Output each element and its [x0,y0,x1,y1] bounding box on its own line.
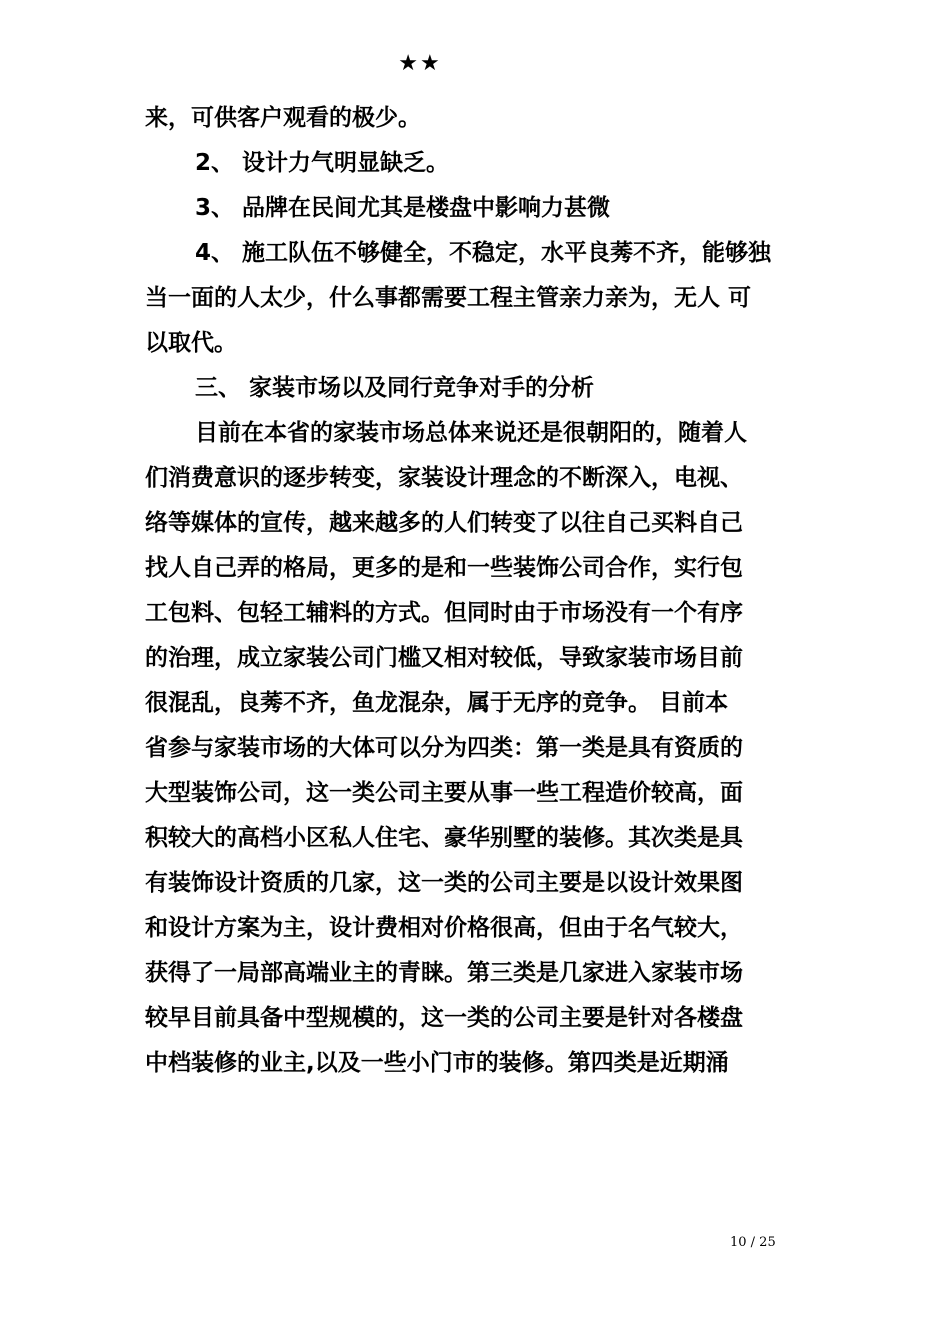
text-line: 有装饰设计资质的几家，这一类的公司主要是以设计效果图 [145,870,743,896]
text-line: 来，可供客户观看的极少。 [145,105,421,131]
list-item-4: 4、 施工队伍不够健全，不稳定，水平良莠不齐，能够独 [195,240,772,266]
section-heading: 三、 家装市场以及同行竞争对手的分析 [195,375,595,401]
page-number: 10 / 25 [730,1235,776,1250]
text-line: 大型装饰公司，这一类公司主要从事一些工程造价较高，面 [145,780,743,806]
text-line: 们消费意识的逐步转变，家装设计理念的不断深入，电视、 [145,465,743,491]
text-line: 的治理，成立家装公司门槛又相对较低，导致家装市场目前 [145,645,743,671]
text-line: 和设计方案为主，设计费相对价格很高，但由于名气较大， [145,915,743,941]
list-item-3: 3、 品牌在民间尤其是楼盘中影响力甚微 [195,195,611,221]
text-line: 当一面的人太少，什么事都需要工程主管亲力亲为，无人 可 [145,285,752,311]
header-star-mark: ★★ [398,51,442,76]
text-line: 很混乱，良莠不齐，鱼龙混杂，属于无序的竞争。 目前本 [145,690,729,716]
text-line: 中档装修的业主,以及一些小门市的装修。第四类是近期涌 [145,1050,729,1076]
text-line: 省参与家装市场的大体可以分为四类：第一类是具有资质的 [145,735,743,761]
text-line: 找人自己弄的格局，更多的是和一些装饰公司合作，实行包 [145,555,743,581]
document-body [145,96,810,1086]
text-line: 积较大的高档小区私人住宅、豪华别墅的装修。其次类是具 [145,825,743,851]
paragraph-first-line: 目前在本省的家装市场总体来说还是很朝阳的，随着人 [195,420,747,446]
text-line: 获得了一局部高端业主的青睐。第三类是几家进入家装市场 [145,960,743,986]
list-item-2: 2、 设计力气明显缺乏。 [195,150,450,176]
text-line: 以取代。 [145,330,237,356]
text-line: 较早目前具备中型规模的，这一类的公司主要是针对各楼盘 [145,1005,743,1031]
text-line: 络等媒体的宣传，越来越多的人们转变了以往自己买料自己 [145,510,743,536]
text-line: 工包料、包轻工辅料的方式。但同时由于市场没有一个有序 [145,600,743,626]
